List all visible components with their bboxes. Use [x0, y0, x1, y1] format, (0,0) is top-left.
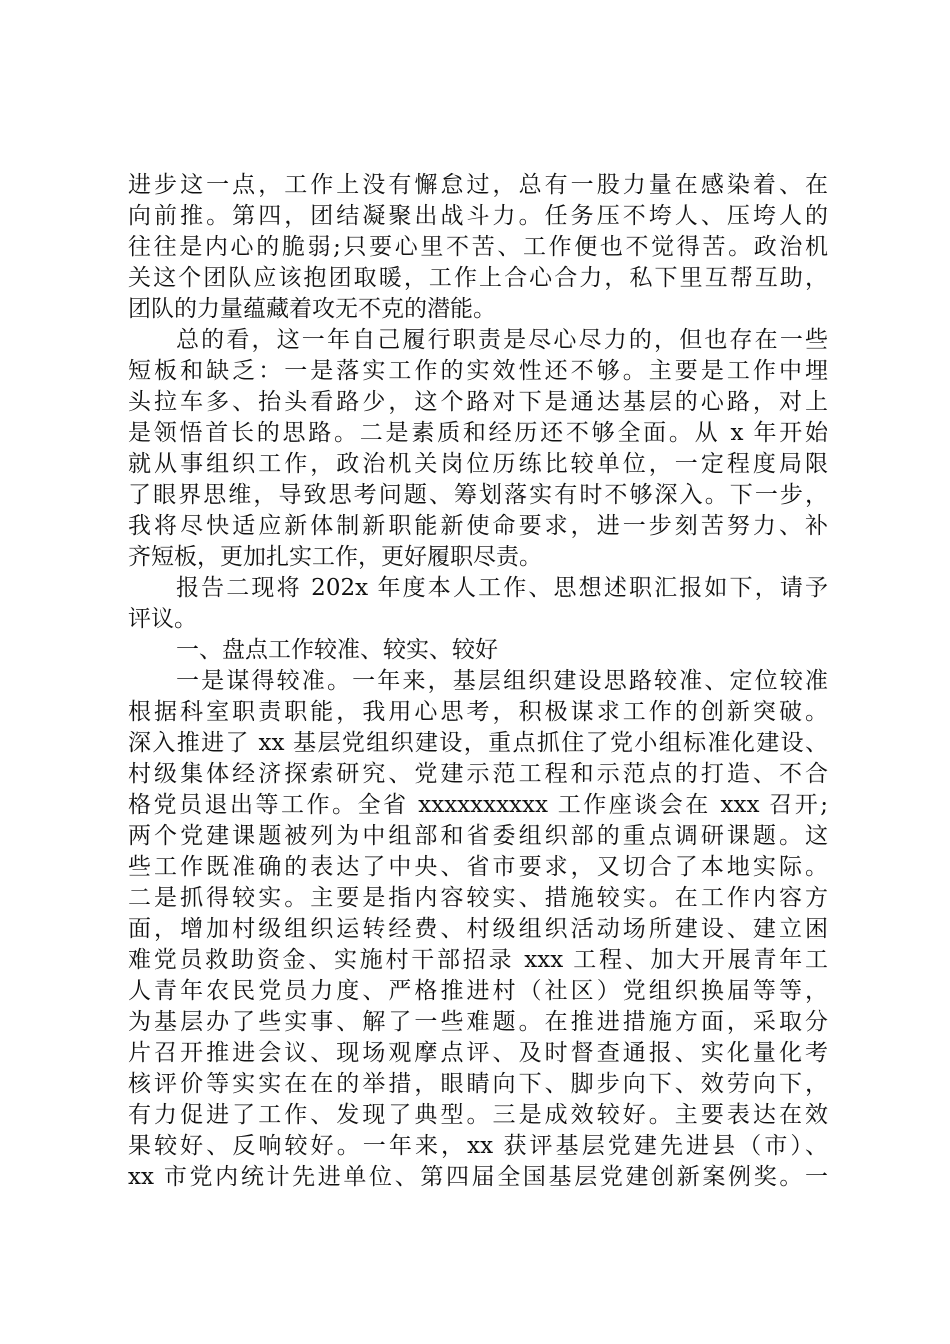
text-line: 齐短板，更加扎实工作，更好履职尽责。	[128, 544, 542, 570]
text-line: 人青年农民党员力度、严格推进村（社区）党组织换届等等，	[128, 978, 828, 1004]
text-line: 总的看，这一年自己履行职责是尽心尽力的，但也存在一些	[176, 327, 828, 353]
text-line: 短板和缺乏：一是落实工作的实效性还不够。主要是工作中埋	[128, 358, 828, 384]
text-line: 一、盘点工作较准、较实、较好	[176, 637, 498, 663]
text-line: 些工作既准确的表达了中央、省市要求，又切合了本地实际。	[128, 854, 828, 880]
text-line: 二是抓得较实。主要是指内容较实、措施较实。在工作内容方	[128, 885, 828, 911]
text-line: 就从事组织工作，政治机关岗位历练比较单位，一定程度局限	[128, 451, 828, 477]
text-line: 根据科室职责职能，我用心思考，积极谋求工作的创新突破。	[128, 699, 828, 725]
text-line: 评议。	[128, 606, 197, 632]
text-line: 为基层办了些实事、解了一些难题。在推进措施方面，采取分	[128, 1009, 828, 1035]
text-line: 片召开推进会议、现场观摩点评、及时督查通报、实化量化考	[128, 1040, 828, 1066]
text-line: 一是谋得较准。一年来，基层组织建设思路较准、定位较准	[176, 668, 828, 694]
document-body	[128, 170, 828, 1193]
text-line: 村级集体经济探索研究、党建示范工程和示范点的打造、不合	[128, 761, 828, 787]
text-line: 核评价等实实在在的举措，眼睛向下、脚步向下、效劳向下，	[128, 1071, 828, 1097]
text-line: 两个党建课题被列为中组部和省委组织部的重点调研课题。这	[128, 823, 828, 849]
text-line: 报告二现将 202x 年度本人工作、思想述职汇报如下，请予	[176, 575, 828, 601]
text-line: 有力促进了工作、发现了典型。三是成效较好。主要表达在效	[128, 1102, 828, 1128]
text-line: 进步这一点，工作上没有懈怠过，总有一股力量在感染着、在	[128, 172, 828, 198]
text-line: xx 市党内统计先进单位、第四届全国基层党建创新案例奖。一	[128, 1164, 828, 1190]
text-line: 深入推进了 xx 基层党组织建设，重点抓住了党小组标准化建设、	[128, 730, 828, 756]
text-line: 果较好、反响较好。一年来，xx 获评基层党建先进县（市）、	[128, 1133, 828, 1159]
text-line: 了眼界思维，导致思考问题、筹划落实有时不够深入。下一步，	[128, 482, 828, 508]
text-line: 往往是内心的脆弱;只要心里不苦、工作便也不觉得苦。政治机	[128, 234, 828, 260]
text-line: 团队的力量蕴藏着攻无不克的潜能。	[128, 296, 496, 322]
text-line: 是领悟首长的思路。二是素质和经历还不够全面。从 x 年开始	[128, 420, 828, 446]
text-line: 我将尽快适应新体制新职能新使命要求，进一步刻苦努力、补	[128, 513, 828, 539]
text-line: 面，增加村级组织运转经费、村级组织活动场所建设、建立困	[128, 916, 828, 942]
text-line: 格党员退出等工作。全省 xxxxxxxxxx 工作座谈会在 xxx 召开;	[128, 792, 828, 818]
text-line: 头拉车多、抬头看路少，这个路对下是通达基层的心路，对上	[128, 389, 828, 415]
text-line: 向前推。第四，团结凝聚出战斗力。任务压不垮人、压垮人的	[128, 203, 828, 229]
text-line: 关这个团队应该抱团取暖，工作上合心合力，私下里互帮互助，	[128, 265, 828, 291]
text-line: 难党员救助资金、实施村干部招录 xxx 工程、加大开展青年工	[128, 947, 828, 973]
